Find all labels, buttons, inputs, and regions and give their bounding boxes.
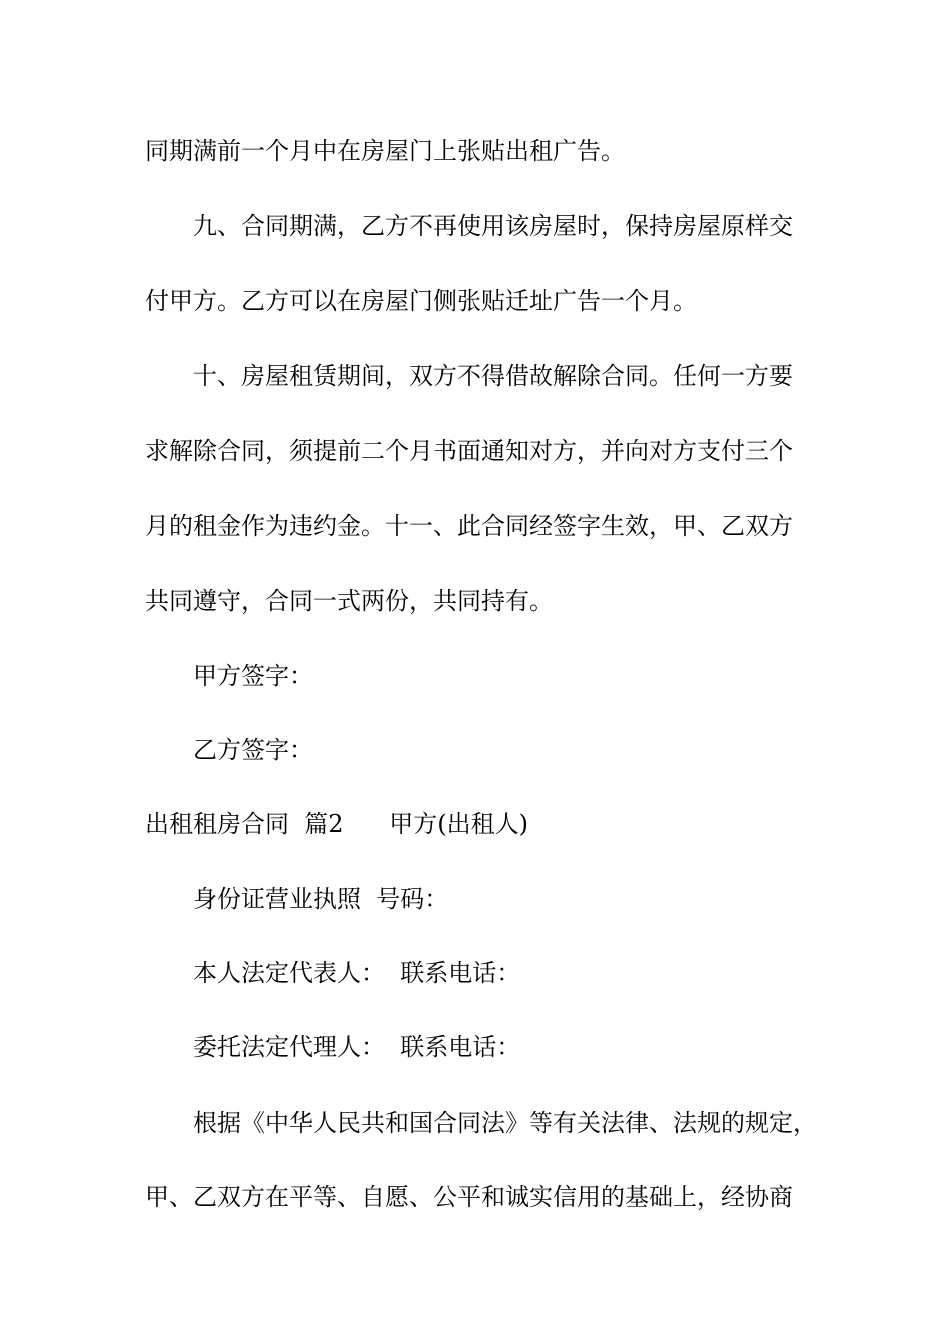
body-text-line: 求解除合同，须提前二个月书面通知对方，并向对方支付三个 <box>145 437 793 465</box>
section-heading: 出租租房合同 篇2 甲方(出租人) <box>145 810 529 838</box>
body-text-line: 根据《中华人民共和国合同法》等有关法律、法规的规定， <box>193 1109 817 1137</box>
body-text-line: 共同遵守，合同一式两份，共同持有。 <box>145 587 553 615</box>
clause-ten-line: 十、房屋租赁期间，双方不得借故解除合同。任何一方要 <box>193 362 793 390</box>
body-text-line: 月的租金作为违约金。十一、此合同经签字生效，甲、乙双方 <box>145 512 793 540</box>
party-a-signature-label: 甲方签字： <box>193 662 313 690</box>
agent-label: 委托法定代理人： 联系电话： <box>193 1033 521 1061</box>
body-text-line: 甲、乙双方在平等、自愿、公平和诚实信用的基础上，经协商 <box>145 1183 793 1211</box>
body-text-line: 付甲方。乙方可以在房屋门侧张贴迁址广告一个月。 <box>145 287 697 315</box>
body-text-line: 同期满前一个月中在房屋门上张贴出租广告。 <box>145 137 625 165</box>
party-b-signature-label: 乙方签字： <box>193 736 313 764</box>
representative-label: 本人法定代表人： 联系电话： <box>193 959 521 987</box>
id-number-label: 身份证营业执照 号码： <box>193 885 449 913</box>
clause-nine-line: 九、合同期满，乙方不再使用该房屋时，保持房屋原样交 <box>193 212 793 240</box>
